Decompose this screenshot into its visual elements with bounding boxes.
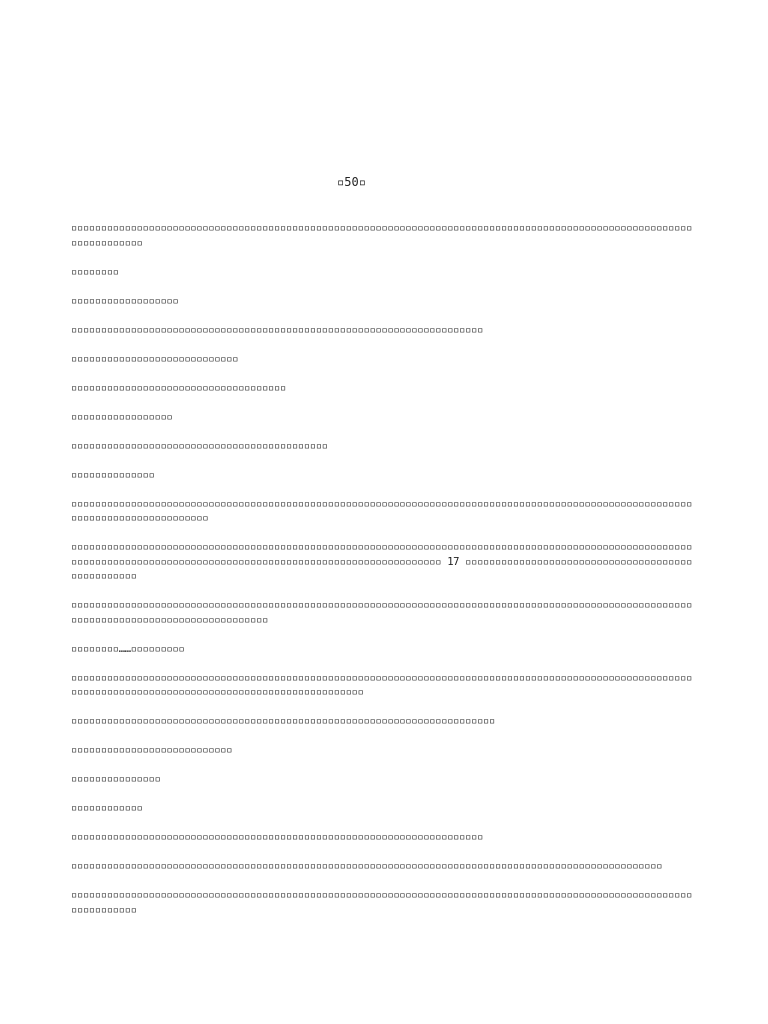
paragraph: ▫▫▫▫▫▫▫▫▫▫▫▫▫▫▫▫▫▫▫▫▫▫▫▫▫▫▫▫▫▫▫▫▫▫▫▫▫▫▫▫▫▫▫▫▫▫▫▫▫▫▫▫▫▫▫▫▫▫▫▫▫▫▫▫▫▫▫▫▫▫▫▫▫▫▫▫▫▫▫▫▫▫▫▫▫▫▫▫▫▫▫▫▫▫▫▫▫▫▫▫▫▫▫▫▫▫▫▫▫▫▫▫▫▫▫▫▫▫▫▫▫▫▫▫▫▫▫ — [71, 497, 693, 524]
paragraph: ▫▫▫▫▫▫▫▫▫▫▫▫▫▫▫▫▫▫▫▫▫▫▫▫▫▫▫▫▫▫▫▫▫▫▫▫▫▫▫▫▫▫▫▫▫▫▫▫▫▫▫▫▫▫▫▫▫▫▫▫▫▫▫▫▫▫▫▫▫▫▫▫▫▫▫▫▫▫▫▫▫▫▫▫▫▫▫▫▫▫▫▫▫▫▫▫▫▫▫▫▫▫▫▫▫▫▫▫▫▫▫▫▫▫▫▫▫▫▫▫▫▫▫▫▫▫▫▫▫▫▫▫▫▫▫▫▫▫▫▫▫▫▫▫▫▫▫▫▫▫▫▫▫▫▫▫▫▫▫▫▫▫▫▫▫▫ 17 ▫▫▫▫▫▫▫▫▫▫▫▫▫▫▫▫▫▫▫▫▫▫▫▫▫▫▫▫▫▫▫▫▫▫▫▫▫▫▫▫▫▫▫▫▫▫▫▫▫ — [71, 541, 693, 582]
paragraph: ▫▫▫▫▫▫▫▫▫▫▫▫▫▫▫ — [71, 773, 161, 785]
paragraph: ▫▫▫▫▫▫▫▫▫▫▫▫▫▫▫▫▫▫▫▫▫▫▫▫▫▫▫▫▫▫▫▫▫▫▫▫▫▫▫▫▫▫▫ — [71, 439, 328, 452]
paragraph: ▫▫▫▫▫▫▫▫▫▫▫▫▫▫▫▫▫▫▫▫▫▫▫▫▫▫▫▫▫▫▫▫▫▫▫▫▫▫▫▫▫▫▫▫▫▫▫▫▫▫▫▫▫▫▫▫▫▫▫▫▫▫▫▫▫▫▫▫▫▫▫▫▫▫▫▫▫▫▫▫▫▫▫▫▫▫▫▫▫▫▫▫▫▫▫▫▫▫▫▫▫▫▫▫▫▫▫▫▫▫▫▫▫▫▫▫ — [71, 222, 693, 249]
paragraph: ▫▫▫▫▫▫▫▫▫▫▫▫▫▫▫▫▫▫▫▫▫▫▫▫▫▫▫▫ — [71, 352, 239, 365]
page-number-header: ▫50▫ — [337, 175, 366, 189]
paragraph: ▫▫▫▫▫▫▫▫▫▫▫▫▫▫▫▫▫▫▫▫▫▫▫▫▫▫▫▫▫▫▫▫▫▫▫▫▫▫▫▫▫▫▫▫▫▫▫▫▫▫▫▫▫▫▫▫▫▫▫▫▫▫▫▫▫▫▫▫▫▫▫ — [71, 715, 495, 727]
paragraph: ▫▫▫▫▫▫▫▫▫▫▫▫▫▫▫▫▫▫▫▫▫▫▫▫▫▫▫▫▫▫▫▫▫▫▫▫▫▫▫▫▫▫▫▫▫▫▫▫▫▫▫▫▫▫▫▫▫▫▫▫▫▫▫▫▫▫▫▫▫▫▫▫▫▫▫▫▫▫▫▫▫▫▫▫▫▫▫▫▫▫▫▫▫▫▫▫▫▫▫▫▫▫▫▫▫▫▫▫▫▫▫▫▫▫▫▫▫▫▫▫▫▫▫▫▫▫▫▫▫▫▫▫▫▫▫▫▫▫▫▫▫▫▫▫▫▫▫▫▫▫▫▫▫ — [71, 671, 693, 698]
paragraph: ▫▫▫▫▫▫▫▫▫▫▫▫▫▫▫▫▫▫▫▫▫▫▫▫▫▫▫▫▫▫▫▫▫▫▫▫▫▫▫▫▫▫▫▫▫▫▫▫▫▫▫▫▫▫▫▫▫▫▫▫▫▫▫▫▫▫▫▫▫ — [71, 323, 484, 336]
paragraph: ▫▫▫▫▫▫▫▫▫▫▫▫▫▫▫▫▫▫▫▫▫▫▫▫▫▫▫▫▫▫▫▫▫▫▫▫▫▫▫▫▫▫▫▫▫▫▫▫▫▫▫▫▫▫▫▫▫▫▫▫▫▫▫▫▫▫▫▫▫▫▫▫▫▫▫▫▫▫▫▫▫▫▫▫▫▫▫▫▫▫▫▫▫▫▫▫▫▫▫ — [71, 860, 663, 872]
paragraph: ▫▫▫▫▫▫▫▫▫▫▫▫▫▫▫▫▫ — [71, 410, 173, 423]
paragraph: ▫▫▫▫▫▫▫▫▫▫▫▫▫▫▫▫▫▫▫▫▫▫▫▫▫▫▫▫▫▫▫▫▫▫▫▫ — [71, 381, 286, 394]
paragraph: ▫▫▫▫▫▫▫▫……▫▫▫▫▫▫▫▫▫ — [71, 642, 185, 655]
paragraph: ▫▫▫▫▫▫▫▫▫▫▫▫▫▫▫▫▫▫▫▫▫▫▫▫▫▫▫ — [71, 744, 233, 756]
paragraph: ▫▫▫▫▫▫▫▫ — [71, 265, 119, 278]
paragraph: ▫▫▫▫▫▫▫▫▫▫▫▫▫▫▫▫▫▫▫▫▫▫▫▫▫▫▫▫▫▫▫▫▫▫▫▫▫▫▫▫▫▫▫▫▫▫▫▫▫▫▫▫▫▫▫▫▫▫▫▫▫▫▫▫▫▫▫▫▫▫▫▫▫▫▫▫▫▫▫▫▫▫▫▫▫▫▫▫▫▫▫▫▫▫▫▫▫▫▫▫▫▫▫▫▫▫▫▫▫▫▫▫▫▫▫ — [71, 889, 693, 916]
paragraph: ▫▫▫▫▫▫▫▫▫▫▫▫▫▫▫▫▫▫▫▫▫▫▫▫▫▫▫▫▫▫▫▫▫▫▫▫▫▫▫▫▫▫▫▫▫▫▫▫▫▫▫▫▫▫▫▫▫▫▫▫▫▫▫▫▫▫▫▫▫▫▫▫▫▫▫▫▫▫▫▫▫▫▫▫▫▫▫▫▫▫▫▫▫▫▫▫▫▫▫▫▫▫▫▫▫▫▫▫▫▫▫▫▫▫▫▫▫▫▫▫▫▫▫▫▫▫▫▫▫▫▫▫▫▫▫▫▫ — [71, 599, 693, 626]
paragraph: ▫▫▫▫▫▫▫▫▫▫▫▫▫▫▫▫▫▫ — [71, 294, 179, 307]
paragraph: ▫▫▫▫▫▫▫▫▫▫▫▫▫▫ — [71, 468, 155, 481]
document-body — [71, 221, 697, 917]
paragraph: ▫▫▫▫▫▫▫▫▫▫▫▫ — [71, 802, 143, 814]
paragraph: ▫▫▫▫▫▫▫▫▫▫▫▫▫▫▫▫▫▫▫▫▫▫▫▫▫▫▫▫▫▫▫▫▫▫▫▫▫▫▫▫▫▫▫▫▫▫▫▫▫▫▫▫▫▫▫▫▫▫▫▫▫▫▫▫▫▫▫▫▫ — [71, 831, 484, 843]
